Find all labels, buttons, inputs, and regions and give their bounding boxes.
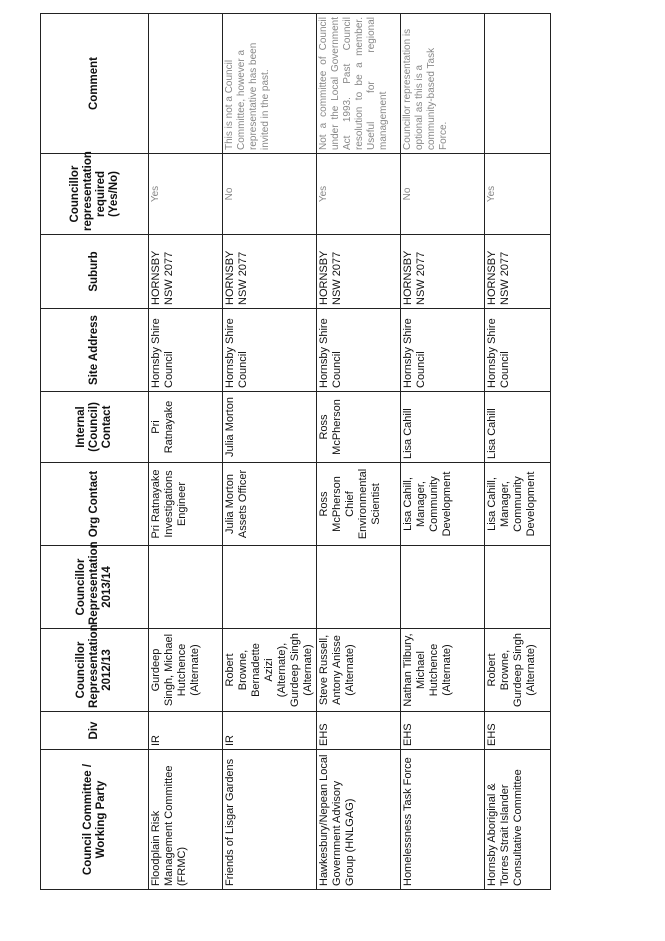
cell-suburb: HORNSBY NSW 2077 — [401, 235, 485, 309]
cell-div: IR — [223, 712, 317, 750]
cell-rep-2013-14 — [401, 546, 485, 629]
cell-internal-contact: Lisa Cahill — [485, 392, 551, 463]
cell-org-contact: Lisa Cahill, Manager, Community Development — [401, 463, 485, 546]
cell-div: EHS — [485, 712, 551, 750]
cell-suburb: HORNSBY NSW 2077 — [223, 235, 317, 309]
cell-div: IR — [149, 712, 223, 750]
cell-internal-contact: Pri Ratnayake — [149, 392, 223, 463]
header-rep-required: Councillor representation required (Yes/No) — [41, 154, 149, 235]
cell-div: EHS — [317, 712, 401, 750]
cell-rep-2012-13: Gurdeep Singh, Michael Hutchence (Alternate) — [149, 629, 223, 712]
header-suburb: Suburb — [41, 235, 149, 309]
cell-comment: Councillor representation is optional as this is a community-based Task Force. — [401, 14, 485, 154]
header-org-contact: Org Contact — [41, 463, 149, 546]
cell-site-address: Hornsby Shire Council — [149, 309, 223, 392]
committee-table-page — [40, 14, 540, 890]
cell-org-contact: Lisa Cahill, Manager, Community Development — [485, 463, 551, 546]
cell-rep-required: No — [223, 154, 317, 235]
cell-org-contact: Ross McPherson Chief Environmental Scientist — [317, 463, 401, 546]
cell-rep-required: Yes — [317, 154, 401, 235]
cell-comment — [149, 14, 223, 154]
cell-rep-required: Yes — [485, 154, 551, 235]
cell-committee: Friends of Lisgar Gardens — [223, 750, 317, 890]
cell-suburb: HORNSBY NSW 2077 — [317, 235, 401, 309]
cell-rep-required: Yes — [149, 154, 223, 235]
cell-rep-2013-14 — [485, 546, 551, 629]
cell-committee: Hawkesbury/Nepean Local Government Advisory Group (HNLGAG) — [317, 750, 401, 890]
cell-org-contact: Julia Morton Assets Officer — [223, 463, 317, 546]
cell-rep-required: No — [401, 154, 485, 235]
cell-site-address: Hornsby Shire Council — [485, 309, 551, 392]
cell-comment — [485, 14, 551, 154]
cell-committee: Homelessness Task Force — [401, 750, 485, 890]
table-row — [401, 14, 485, 890]
header-rep-2012-13: Councillor Representation 2012/13 — [41, 629, 149, 712]
cell-committee: Hornsby Aboriginal & Torres Strait Islander Consultative Committee — [485, 750, 551, 890]
cell-internal-contact: Julia Morton — [223, 392, 317, 463]
cell-rep-2013-14 — [149, 546, 223, 629]
cell-rep-2012-13: Robert Browne, Bernadette Azizi (Alternate), Gurdeep Singh (Alternate) — [223, 629, 317, 712]
cell-site-address: Hornsby Shire Council — [223, 309, 317, 392]
cell-committee: Floodplain Risk Management Committee (FRMC) — [149, 750, 223, 890]
header-comment: Comment — [41, 14, 149, 154]
cell-site-address: Hornsby Shire Council — [401, 309, 485, 392]
cell-rep-2012-13: Steve Russell, Antony Anisse (Alternate) — [317, 629, 401, 712]
table-row — [485, 14, 551, 890]
header-rep-2013-14: Councillor Representation 2013/14 — [41, 546, 149, 629]
cell-comment: Not a committee of Council under the Local Government Act 1993. Past Council resolution to be a member. Useful for regional management — [317, 14, 401, 154]
header-internal-contact: Internal (Council) Contact — [41, 392, 149, 463]
cell-site-address: Hornsby Shire Council — [317, 309, 401, 392]
cell-comment: This is not a Council Committee, however a representative has been invited in the past. — [223, 14, 317, 154]
cell-rep-2013-14 — [317, 546, 401, 629]
cell-rep-2012-13: Robert Browne, Gurdeep Singh (Alternate) — [485, 629, 551, 712]
cell-rep-2013-14 — [223, 546, 317, 629]
table-row — [317, 14, 401, 890]
cell-suburb: HORNSBY NSW 2077 — [149, 235, 223, 309]
header-div: Div — [41, 712, 149, 750]
header-row — [41, 14, 149, 890]
table-row — [149, 14, 223, 890]
header-site-address: Site Address — [41, 309, 149, 392]
cell-suburb: HORNSBY NSW 2077 — [485, 235, 551, 309]
cell-internal-contact: Lisa Cahill — [401, 392, 485, 463]
header-committee: Council Committee / Working Party — [41, 750, 149, 890]
cell-internal-contact: Ross McPherson — [317, 392, 401, 463]
cell-org-contact: Pri Ratnayake Investigations Engineer — [149, 463, 223, 546]
committee-table — [40, 13, 551, 890]
table-row — [223, 14, 317, 890]
cell-div: EHS — [401, 712, 485, 750]
cell-rep-2012-13: Nathan Tilbury, Michael Hutchence (Alternate) — [401, 629, 485, 712]
